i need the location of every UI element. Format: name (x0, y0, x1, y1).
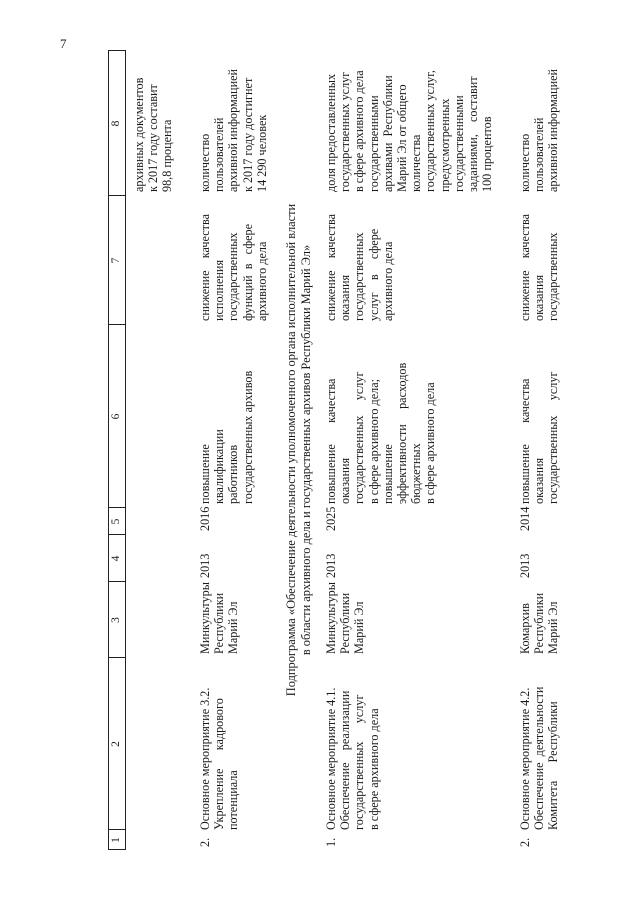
table-cell-col8: количество пользователей архивной информацией (518, 68, 561, 192)
table-cell-col4: 2013 (198, 553, 212, 578)
table-cell-col2: Основное мероприятие 4.1. Обеспечение реализации государственных услуг в сфере архивного дела (324, 687, 381, 830)
column-number: 1 (110, 837, 122, 843)
table-cell-col3: Минкультуры Республики Марий Эл (198, 582, 241, 654)
table-cell-col1: 2. (198, 837, 212, 847)
column-number: 4 (110, 555, 122, 562)
table-cell-col8: архивных документов к 2017 году составит 98,8 процента (132, 77, 175, 192)
column-number: 3 (110, 617, 122, 623)
rotated-table (108, 50, 628, 850)
table-cell-col8: количество пользователей архивной информацией к 2017 году достигнет 14 290 человек (198, 68, 269, 192)
table-cell-col2: Основное мероприятие 4.2. Обеспечение деятельности Комитета Республики (518, 686, 561, 830)
column-number: 7 (110, 257, 122, 264)
table-cell-col3: Минкультуры Республики Марий Эл (324, 582, 367, 654)
table-cell-col4: 2013 (518, 553, 532, 578)
table-cell-col3: Комархив Республики Марий Эл (518, 592, 561, 654)
table-cell-col4: 2013 (324, 553, 338, 578)
table-cell-col1: 2. (518, 837, 532, 847)
table-cell-col7: снижение качества исполнения государственных функций в сфере архивного дела (198, 213, 269, 321)
table-cell-col6: повышение квалификации работников государственных архивов (198, 370, 255, 504)
header-bottom-rule (125, 50, 126, 850)
table-cell-col7: снижение качества оказания государственных услуг в сфере архивного дела (324, 213, 395, 321)
column-number: 5 (110, 518, 122, 525)
table-cell-col8: доля предоставленных государственных услуг в сфере архивного дела государственными архивами Республики Марий Эл от общего количества государственных услуг, предусмотренных государственными заданиями, составит 100 процентов (324, 70, 495, 192)
table-cell-col5: 2025 (324, 506, 338, 531)
subprogram-title: Подпрограмма «Обеспечение деятельности уполномоченного органа исполнительной власти в области архивного дела и государственных архивов Республики Марий Эл» (284, 203, 313, 697)
column-number: 8 (110, 120, 122, 127)
column-number: 6 (110, 413, 122, 420)
column-number: 2 (110, 741, 122, 747)
table-cell-col2: Основное мероприятие 3.2. Укрепление кадрового потенциала (198, 687, 241, 830)
table-cell-col6: повышение качества оказания государственных услуг в сфере архивного дела; повышение эффективности расходов бюджетных в сфере архивного дела (324, 362, 438, 504)
table-cell-col5: 2016 (198, 506, 212, 531)
table-cell-col7: снижение качества оказания государственных (518, 213, 561, 321)
table-cell-col6: повышение качества оказания государственных услуг (518, 371, 561, 504)
page-number: 7 (60, 36, 67, 51)
table-cell-col5: 2014 (518, 506, 532, 531)
table-cell-col1: 1. (324, 837, 338, 847)
